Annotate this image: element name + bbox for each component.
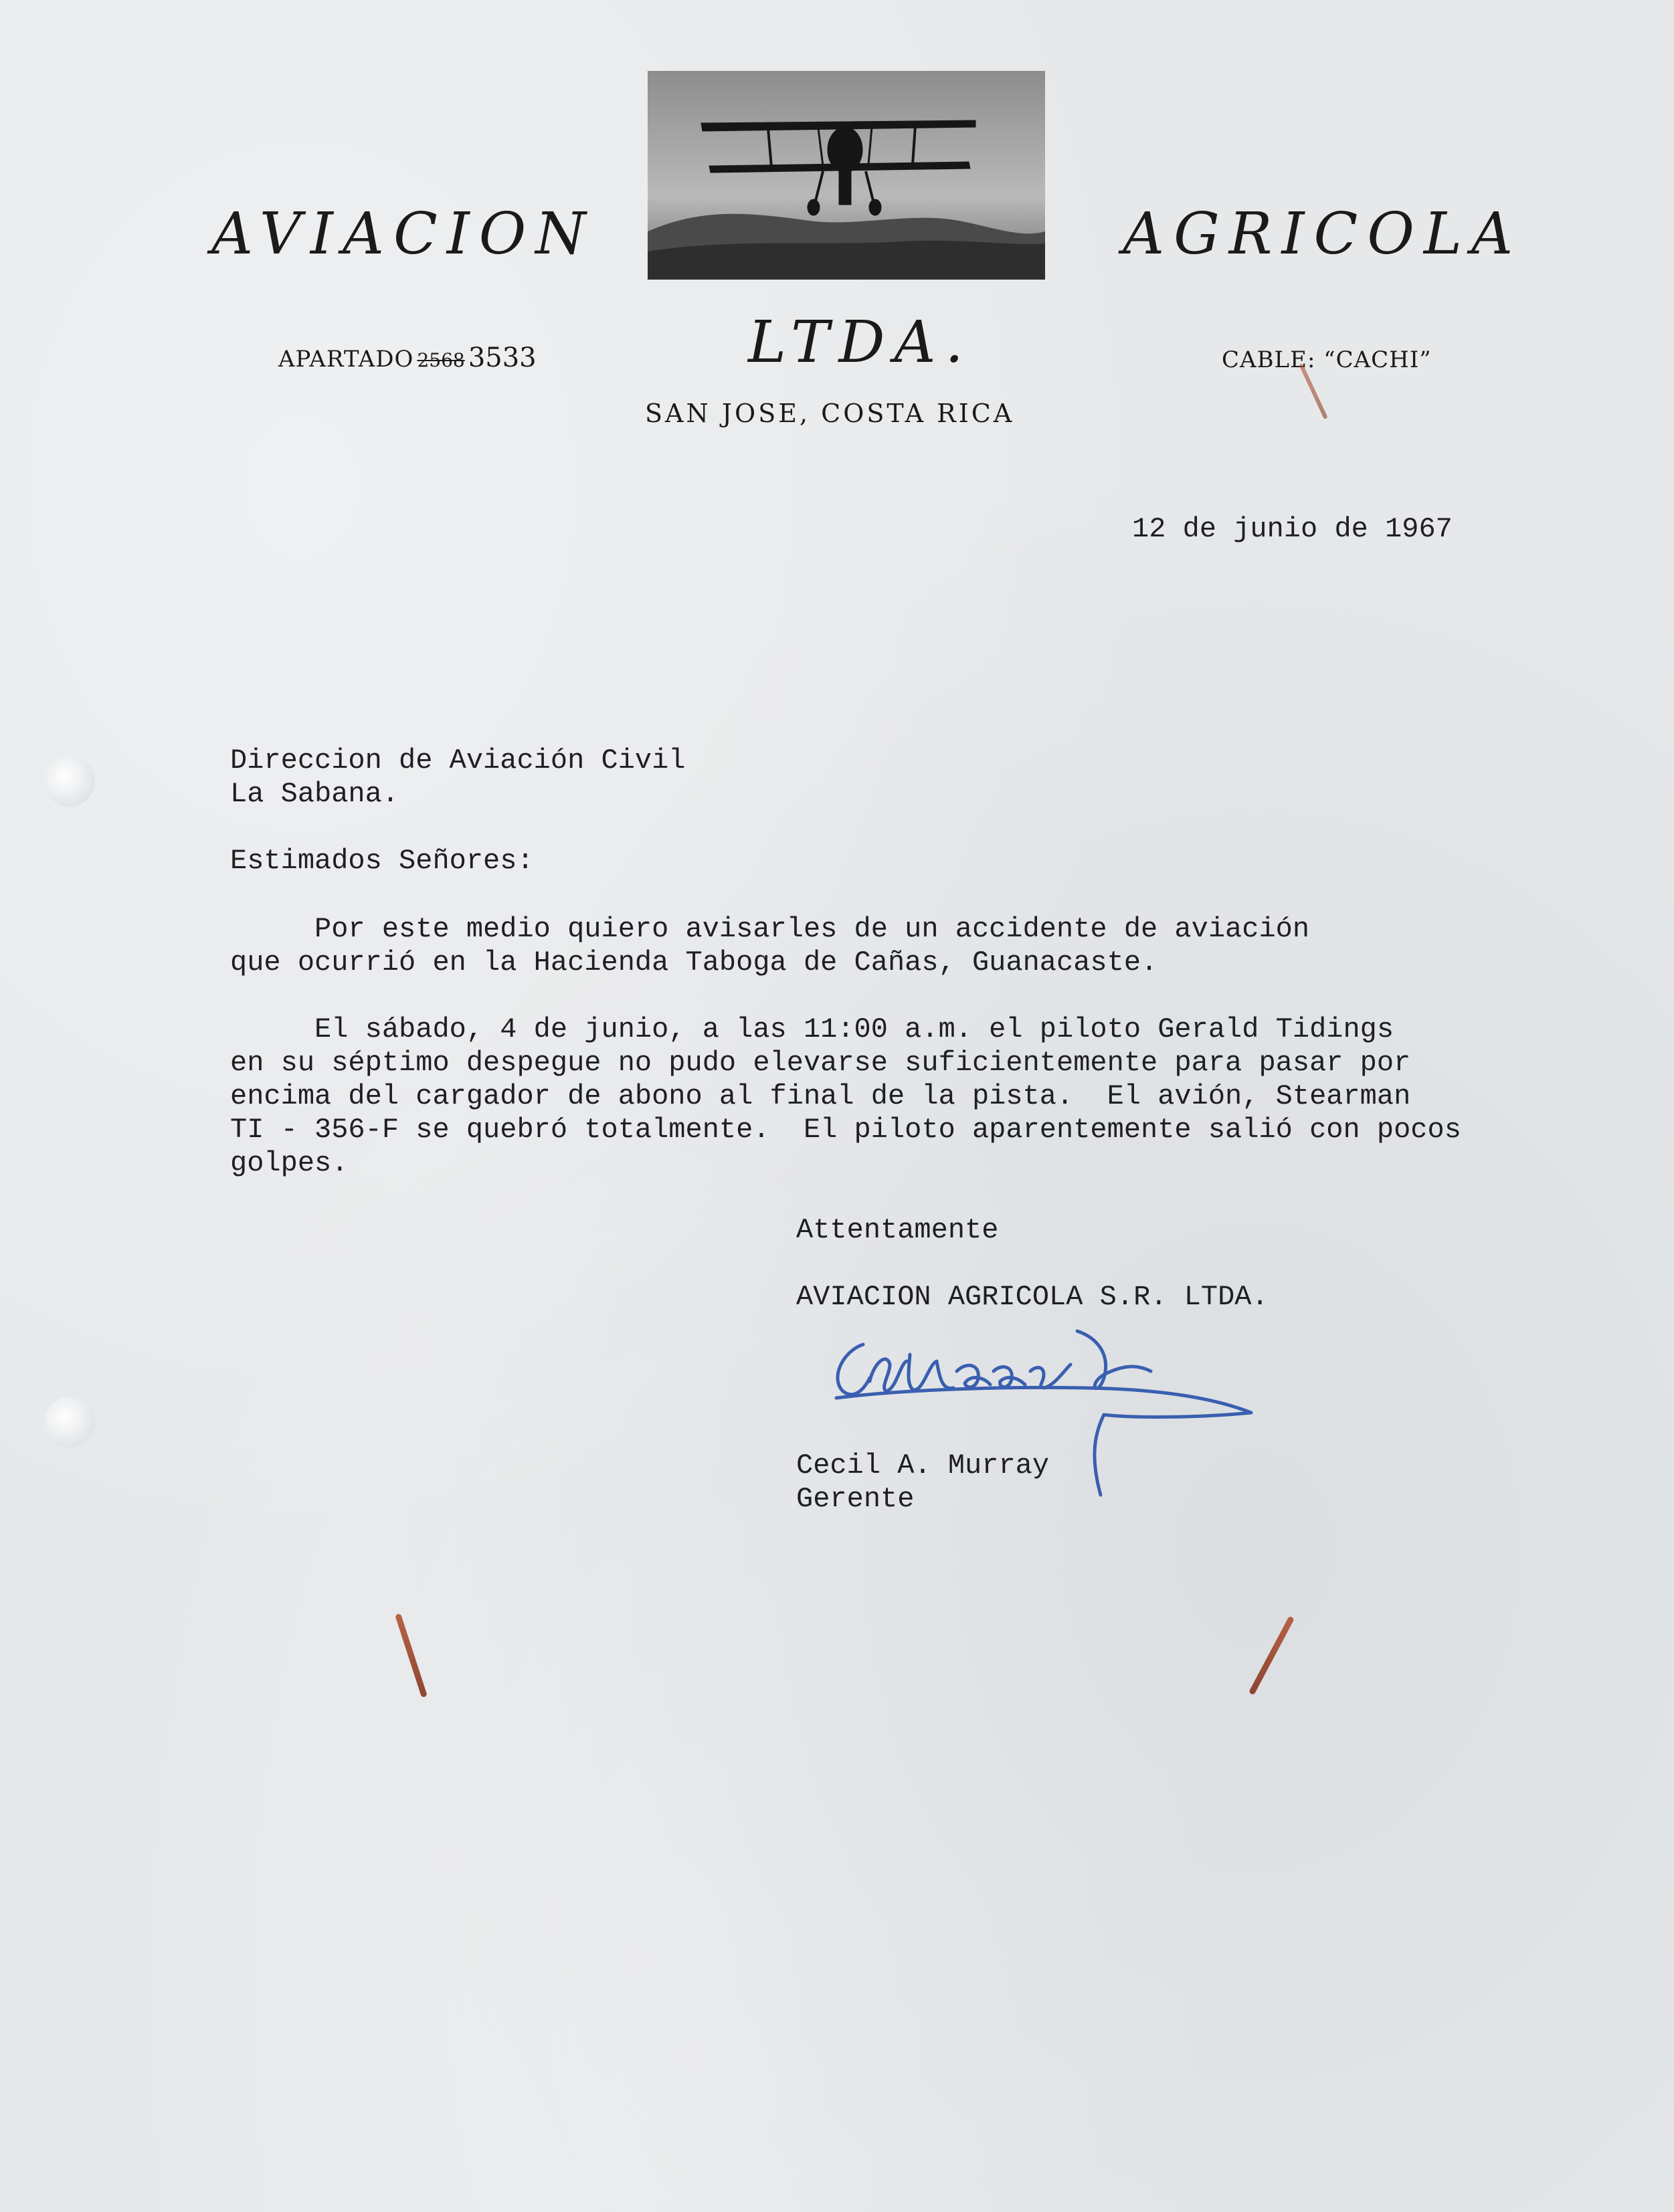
recipient-line-2: La Sabana.	[230, 778, 399, 810]
rust-mark-right	[1248, 1615, 1295, 1695]
paragraph-2-line-4: TI - 356-F se quebró totalmente. El piloto aparentemente salió con pocos	[230, 1114, 1461, 1146]
paragraph-2-line-2: en su séptimo despegue no pudo elevarse suficientemente para pasar por	[230, 1047, 1411, 1079]
salutation: Estimados Señores:	[230, 845, 534, 877]
po-box-label: APARTADO	[278, 346, 414, 373]
letterhead-ltda: LTDA.	[748, 309, 973, 376]
signatory-name: Cecil A. Murray	[796, 1449, 1050, 1482]
cable-address: CABLE: “CACHI”	[1222, 346, 1432, 373]
closing-company: AVIACION AGRICOLA S.R. LTDA.	[796, 1281, 1269, 1313]
paragraph-1-line-2: que ocurrió en la Hacienda Taboga de Cañas, Guanacaste.	[230, 946, 1158, 979]
rust-mark-left	[395, 1613, 428, 1698]
paragraph-2-line-5: golpes.	[230, 1147, 349, 1179]
letterhead-left-word: AVIACION	[211, 201, 595, 268]
biplane-photo	[648, 71, 1045, 280]
paragraph-1-line-1: Por este medio quiero avisarles de un accidente de aviación	[230, 913, 1310, 945]
recipient-line-1: Direccion de Aviación Civil	[230, 744, 686, 777]
punch-hole-upper	[44, 756, 95, 807]
signatory-title: Gerente	[796, 1483, 915, 1515]
letterhead-right-word: AGRICOLA	[1123, 201, 1523, 268]
po-box-new-number: 3533	[468, 342, 537, 373]
punch-hole-lower	[44, 1397, 95, 1447]
paragraph-2-line-1: El sábado, 4 de junio, a las 11:00 a.m. el piloto Gerald Tidings	[230, 1013, 1394, 1045]
letterhead-city: SAN JOSE, COSTA RICA	[645, 399, 1015, 428]
po-box	[278, 342, 537, 373]
paragraph-2-line-3: encima del cargador de abono al final de la pista. El avión, Stearman	[230, 1080, 1411, 1112]
letter-date: 12 de junio de 1967	[1132, 513, 1453, 545]
po-box-old-number: 2568	[417, 349, 465, 371]
valediction: Attentamente	[796, 1214, 999, 1246]
